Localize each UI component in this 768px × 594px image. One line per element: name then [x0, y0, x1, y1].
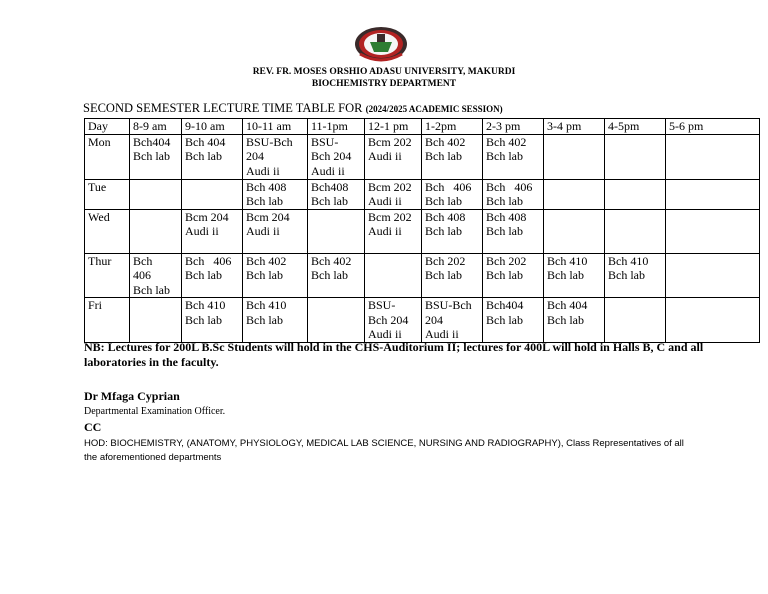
slot-line: Audi ii [425, 327, 459, 341]
slot-cell [605, 253, 666, 298]
column-header: 2-3 pm [483, 119, 544, 135]
slot-line: Bch 410 [547, 253, 588, 268]
slot-line: Bch 408 [425, 209, 466, 224]
slot-line: Bch lab [425, 194, 462, 208]
slot-line: Bch 402 [246, 253, 287, 268]
slot-line: Bcm 202 [368, 209, 412, 224]
slot-line: Bcm 202 [368, 134, 412, 149]
slot-line: Bch 404 [185, 134, 226, 149]
table-row [85, 253, 760, 298]
slot-line: Bch lab [486, 149, 523, 163]
slot-line: Audi ii [246, 224, 280, 238]
department-name: BIOCHEMISTRY DEPARTMENT [311, 79, 457, 89]
slot-cell [365, 179, 422, 209]
slot-cell [182, 253, 243, 298]
slot-cell [544, 298, 605, 343]
cc-label: CC [84, 420, 102, 434]
slot-cell [483, 134, 544, 179]
slot-cell [130, 134, 182, 179]
cc-recipients: HOD: BIOCHEMISTRY, (ANATOMY, PHYSIOLOGY, MEDICAL LAB SCIENCE, NURSING AND RADIOGRAPHY), Class Representatives of all the aforementioned departments [84, 438, 684, 463]
university-crest-logo [352, 24, 410, 64]
day-cell: Thur [85, 253, 130, 298]
slot-line: Audi ii [185, 224, 219, 238]
slot-line: Bch lab [486, 194, 523, 208]
slot-cell [544, 134, 605, 179]
slot-line: Audi ii [311, 163, 345, 178]
slot-line: Bch 410 [608, 253, 649, 268]
slot-cell [666, 253, 760, 298]
slot-line: Bch lab [133, 282, 170, 297]
slot-line: Bch 408 [486, 209, 527, 224]
slot-cell [483, 253, 544, 298]
slot-line: Bcm 202 [368, 179, 412, 194]
table-row [85, 298, 760, 343]
slot-cell [308, 253, 365, 298]
slot-line: Bch 402 [486, 134, 527, 149]
slot-cell [182, 179, 243, 209]
day-cell: Fri [85, 298, 130, 343]
slot-line: Bch 402 [311, 253, 352, 268]
slot-cell [605, 134, 666, 179]
slot-cell [483, 179, 544, 209]
slot-line: Bch [133, 253, 153, 268]
slot-cell [130, 298, 182, 343]
slot-line: Bch 202 [425, 253, 466, 268]
slot-line: Audi ii [368, 327, 402, 341]
slot-line: Bcm 204 [185, 209, 229, 224]
slot-cell [308, 179, 365, 209]
table-row [85, 134, 760, 179]
slot-line: Bch lab [425, 224, 462, 238]
slot-line: Bcm 204 [246, 209, 290, 224]
slot-line: Bch lab [311, 194, 348, 208]
timetable-title-session: (2024/2025 ACADEMIC SESSION) [365, 104, 503, 114]
slot-cell [243, 134, 308, 179]
signatory-name: Dr Mfaga Cyprian [84, 389, 180, 403]
timetable-title-main: SECOND SEMESTER LECTURE TIME TABLE FOR [83, 101, 366, 115]
slot-cell [605, 209, 666, 253]
slot-line: BSU- [368, 298, 396, 312]
table-row [85, 209, 760, 253]
university-name: REV. FR. MOSES ORSHIO ADASU UNIVERSITY, MAKURDI [252, 67, 516, 77]
slot-line: Bch lab [246, 312, 283, 327]
slot-line: 204 [425, 312, 443, 327]
slot-line: Bch lab [608, 268, 645, 282]
slot-line: Bch404 [486, 298, 524, 312]
slot-line: Bch 402 [425, 134, 466, 149]
slot-line: Bch 406 [185, 253, 232, 268]
slot-line: 204 [246, 149, 264, 163]
slot-cell [243, 298, 308, 343]
slot-line: Audi ii [368, 224, 402, 238]
column-header: 1-2pm [422, 119, 483, 135]
slot-line: Bch lab [185, 268, 222, 282]
slot-cell [182, 134, 243, 179]
slot-line: Bch 408 [246, 179, 287, 194]
slot-line: Bch 204 [368, 312, 409, 327]
slot-cell [182, 209, 243, 253]
slot-cell [605, 298, 666, 343]
slot-line: Bch 202 [486, 253, 527, 268]
slot-line: BSU-Bch [246, 134, 293, 149]
slot-line: Bch lab [486, 224, 523, 238]
slot-cell [666, 298, 760, 343]
slot-line: Bch 406 [486, 179, 533, 194]
slot-line: Bch lab [311, 268, 348, 282]
slot-cell [605, 179, 666, 209]
slot-cell [422, 298, 483, 343]
slot-line: Bch lab [486, 312, 523, 327]
timetable-table [84, 118, 760, 343]
slot-line: Audi ii [246, 163, 280, 178]
day-cell: Tue [85, 179, 130, 209]
signatory-role: Departmental Examination Officer. [84, 406, 226, 417]
slot-cell [243, 209, 308, 253]
slot-line: Bch lab [486, 268, 523, 282]
university-logo [352, 24, 410, 64]
slot-line: Bch 204 [311, 149, 352, 163]
slot-cell [182, 298, 243, 343]
slot-cell [422, 209, 483, 253]
slot-cell [308, 209, 365, 253]
slot-cell [130, 209, 182, 253]
slot-line: Bch 406 [425, 179, 472, 194]
slot-cell [365, 253, 422, 298]
slot-cell [422, 179, 483, 209]
slot-cell [243, 253, 308, 298]
column-header: Day [85, 119, 130, 135]
column-header: 10-11 am [243, 119, 308, 135]
slot-line: Bch lab [547, 268, 584, 282]
slot-line: Audi ii [368, 149, 402, 163]
slot-line: Bch 410 [246, 298, 287, 312]
slot-line: 406 [133, 268, 151, 282]
slot-cell [544, 253, 605, 298]
slot-line: Audi ii [368, 194, 402, 208]
slot-cell [365, 134, 422, 179]
column-header: 11-1pm [308, 119, 365, 135]
slot-line: Bch lab [425, 268, 462, 282]
slot-cell [483, 298, 544, 343]
slot-line: Bch lab [185, 312, 222, 327]
slot-cell [308, 134, 365, 179]
slot-cell [544, 179, 605, 209]
slot-cell [666, 179, 760, 209]
slot-line: Bch lab [185, 149, 222, 163]
slot-cell [422, 253, 483, 298]
slot-cell [308, 298, 365, 343]
column-header: 3-4 pm [544, 119, 605, 135]
slot-cell [422, 134, 483, 179]
slot-line: Bch 410 [185, 298, 226, 312]
column-header: 5-6 pm [666, 119, 760, 135]
column-header: 4-5pm [605, 119, 666, 135]
slot-line: Bch lab [133, 149, 170, 163]
column-header: 8-9 am [130, 119, 182, 135]
slot-line: Bch408 [311, 179, 349, 194]
column-header: 9-10 am [182, 119, 243, 135]
slot-line: Bch lab [246, 268, 283, 282]
slot-cell [130, 253, 182, 298]
slot-cell [666, 209, 760, 253]
slot-cell [544, 209, 605, 253]
day-cell: Wed [85, 209, 130, 253]
table-row [85, 179, 760, 209]
slot-line: BSU-Bch [425, 298, 472, 312]
slot-cell [365, 298, 422, 343]
timetable-header-row [85, 119, 760, 135]
timetable-title [83, 101, 503, 117]
slot-cell [483, 209, 544, 253]
slot-line: Bch lab [246, 194, 283, 208]
slot-line: Bch 404 [547, 298, 588, 312]
day-cell: Mon [85, 134, 130, 179]
column-header: 12-1 pm [365, 119, 422, 135]
slot-line: Bch lab [425, 149, 462, 163]
slot-cell [666, 134, 760, 179]
slot-cell [243, 179, 308, 209]
slot-cell [365, 209, 422, 253]
slot-line: Bch404 [133, 134, 171, 149]
slot-line: Bch lab [547, 312, 584, 327]
note-text: NB: Lectures for 200L B.Sc Students will hold in the CHS-Auditorium II; lectures for 400L will hold in Halls B, C and all laboratories in the faculty. [84, 340, 704, 369]
slot-cell [130, 179, 182, 209]
slot-line: BSU- [311, 134, 339, 149]
